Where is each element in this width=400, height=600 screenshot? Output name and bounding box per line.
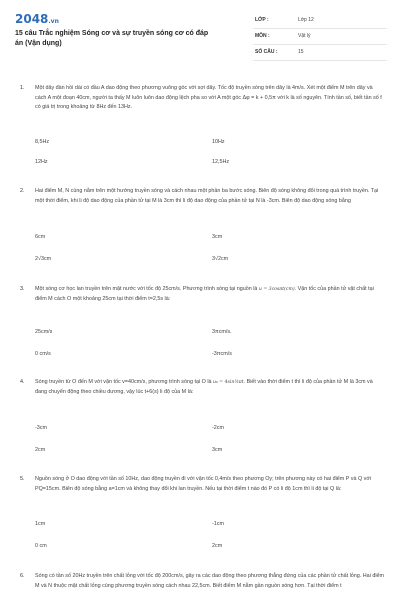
- meta-value: Vật lý: [298, 33, 311, 39]
- answer-option[interactable]: -1cm: [212, 521, 224, 527]
- equation: u = 3cosπt(cm): [258, 287, 295, 292]
- meta-value: 15: [298, 49, 304, 55]
- answer-option[interactable]: 6cm: [35, 234, 46, 240]
- meta-label: MÔN :: [255, 33, 270, 39]
- answer-option[interactable]: 3√2cm: [212, 256, 229, 262]
- question-number: 1.: [20, 85, 25, 91]
- answer-option[interactable]: 12Hz: [35, 159, 48, 165]
- equation: u₀ = 4sin½πt.: [213, 380, 246, 385]
- answer-option[interactable]: 3πcm/s.: [212, 329, 232, 335]
- answer-option[interactable]: 10Hz: [212, 139, 225, 145]
- page-header: [15, 12, 387, 62]
- question-number: 3.: [20, 286, 25, 292]
- question-text-part: Biết vào thời điểm t thì li độ của phần tử M là 3cm và đang chuyển động theo chiều dương, vậy lúc t+6(s) li độ của M là:: [35, 379, 373, 395]
- answer-option[interactable]: 3cm: [212, 234, 223, 240]
- meta-row-class: [253, 13, 387, 29]
- answer-option[interactable]: 25cm/s: [35, 329, 53, 335]
- question-text: Một dây đàn hồi dài có đầu A dao động theo phương vuông góc với sợi dây. Tốc độ truyền sóng trên dây là 4m/s. Xét một điểm M trên dây và cách A một đoạn 40cm, người ta thấy M luôn luôn dao động lệch pha so với A một góc Δφ = k + 0,5π với k là số nguyên. Tính tần số, biết tần số f có giá trị trong khoảng từ 8Hz đến 13Hz.: [35, 85, 382, 111]
- answer-option[interactable]: 12,5Hz: [212, 159, 230, 165]
- meta-value: Lớp 12: [298, 17, 314, 23]
- meta-row-count: [253, 45, 387, 61]
- logo-suffix: .vn: [48, 18, 59, 25]
- question-text-part: Sóng truyền từ O đến M với vận tốc v=40cm/s, phương trình sóng tại O là: [35, 379, 212, 385]
- question-number: 4.: [20, 379, 25, 385]
- page-title: 15 câu Trắc nghiệm Sóng cơ và sự truyền sóng cơ có đáp án (Vận dụng): [15, 30, 209, 47]
- answer-option[interactable]: 0 cm/s: [35, 351, 51, 357]
- meta-label: LỚP :: [255, 17, 269, 23]
- answer-option[interactable]: -2cm: [212, 425, 224, 431]
- question-number: 6.: [20, 573, 25, 579]
- answer-option[interactable]: 8,5Hz: [35, 139, 50, 145]
- meta-table: [253, 13, 387, 61]
- answer-option[interactable]: -3πcm/s: [212, 351, 232, 357]
- question-text: Hai điểm M, N cùng nằm trên một hướng truyền sóng và cách nhau một phần ba bước sóng. Biên độ sóng không đổi trong quá trình truyền. Tại một thời điểm, khi li độ dao động của phần tử tại M là 3cm thì li độ dao động của phần tử tại N là -3cm. Biên độ dao động sóng bằng: [35, 188, 379, 204]
- question-text-part: . Vận tốc của phần tử vật chất tại điểm M cách O một khoảng 25cm tại thời điểm t=2,5s là:: [35, 286, 374, 302]
- meta-row-subject: [253, 29, 387, 45]
- question-number: 5.: [20, 476, 25, 482]
- answer-option[interactable]: 2cm: [35, 447, 46, 453]
- question-number: 2.: [20, 188, 25, 194]
- answer-option[interactable]: 1cm: [35, 521, 46, 527]
- answer-option[interactable]: 2√3cm: [35, 256, 52, 262]
- question-text-part: Một sóng cơ học lan truyền trên mặt nước với tốc độ 25cm/s. Phương trình sóng tại nguồn là: [35, 286, 258, 292]
- question-text: Sóng có tần số 20Hz truyền trên chất lỏng với tốc độ 200cm/s, gây ra các dao động theo phương thẳng đứng của các phần tử chất lỏng. Hai điểm M và N thuộc mặt chất lỏng cùng phương truyền sóng cách nhau 22,5cm. Biết điểm M nằm gần nguồn sóng hơn. Tại thời điểm t: [35, 573, 385, 589]
- site-logo[interactable]: [15, 12, 59, 26]
- answer-option[interactable]: -3cm: [35, 425, 47, 431]
- question-text: [35, 378, 385, 397]
- question-text: Nguồn sóng ở O dao động với tần số 10Hz, dao động truyền đi với vận tốc 0,4m/s theo phương Oy; trên phương này có hai điểm P và Q với PQ=15cm. Biên độ sóng bằng a=1cm và không thay đổi khi lan truyền. Nếu tại thời điểm t nào đó P có li độ 1cm thì li độ tại Q là:: [35, 476, 372, 492]
- answer-option[interactable]: 0 cm: [35, 543, 47, 549]
- logo-main: 2048: [15, 12, 49, 26]
- question-text: [35, 285, 385, 304]
- meta-label: SỐ CÂU :: [255, 49, 278, 55]
- answer-option[interactable]: 2cm: [212, 543, 223, 549]
- answer-option[interactable]: 3cm: [212, 447, 223, 453]
